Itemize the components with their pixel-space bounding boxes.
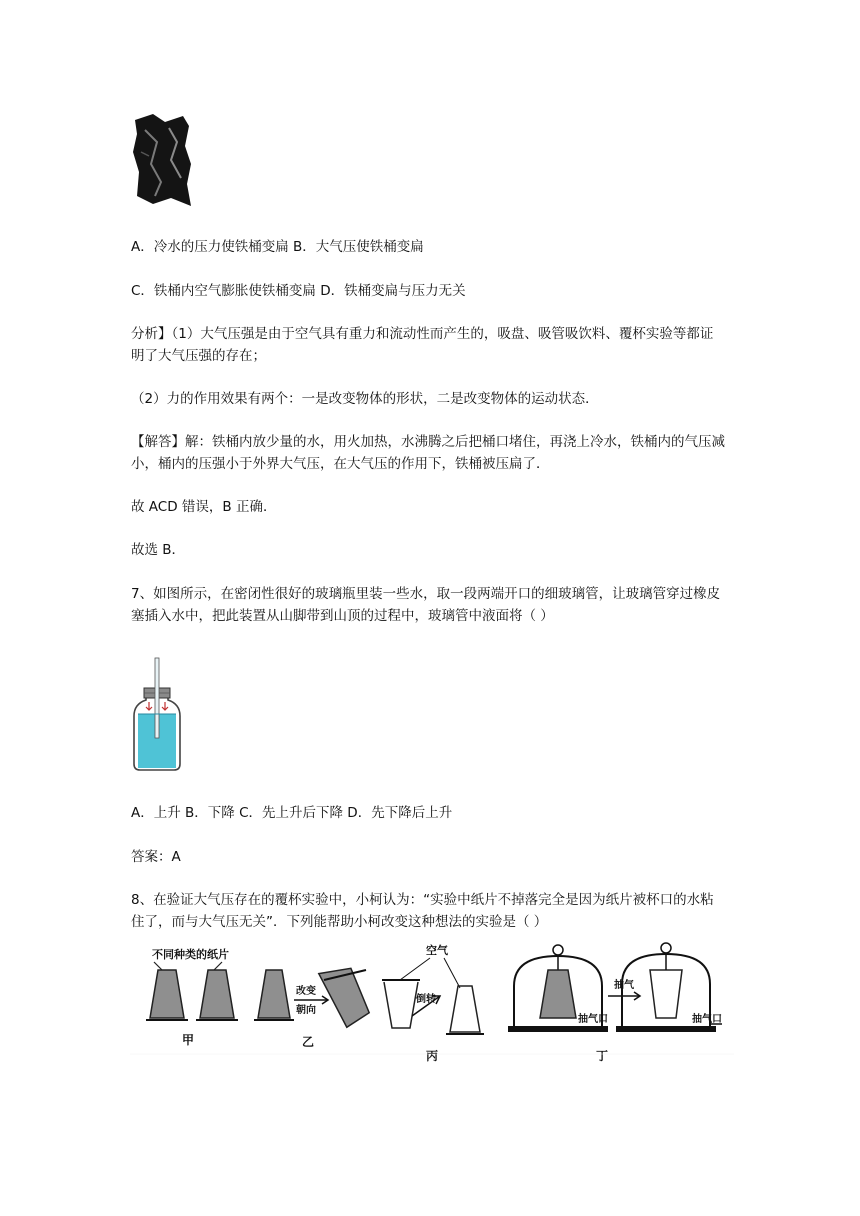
overturned-cup-experiments-figure [130,940,734,1066]
label-bing: 丙 [426,1049,439,1063]
q6-analysis-2: 明了大气压强的存在； [131,348,266,364]
q7-stem-1: 7、如图所示，在密闭性很好的玻璃瓶里装一些水，取一段两端开口的细玻璃管，让玻璃管穿过橡皮 [131,586,721,602]
label-yi: 乙 [302,1035,315,1049]
q6-choice: 故选 B． [131,542,186,558]
q7-stem-2: 塞插入水中，把此装置从山脚带到山顶的过程中，玻璃管中液面将（ ） [131,608,554,624]
q8-stem-1: 8、在验证大气压存在的覆杯实验中，小柯认为：“实验中纸片不掉落完全是因为纸片被杯口的水粘 [131,892,714,908]
label-change-2: 朝向 [296,1005,316,1016]
label-outlet-left: 抽气口 [578,1014,608,1025]
q6-analysis-point2: （2）力的作用效果有两个：一是改变物体的形状，二是改变物体的运动状态． [131,391,599,407]
q6-conclusion: 故 ACD 错误，B 正确． [131,499,277,515]
label-outlet-right: 抽气口 [692,1014,722,1025]
q6-options-ab: A．冷水的压力使铁桶变扁 B．大气压使铁桶变扁 [131,239,424,255]
q6-solution-2: 小，桶内的压强小于外界大气压，在大气压的作用下，铁桶被压扁了． [131,456,550,472]
label-jia: 甲 [182,1033,195,1047]
crushed-bucket-figure [131,112,193,210]
label-air: 空气 [426,944,448,957]
label-change-1: 改变 [296,986,316,997]
label-ding: 丁 [596,1049,609,1063]
q6-options-cd: C．铁桶内空气膨胀使铁桶变扁 D．铁桶变扁与压力无关 [131,283,466,299]
label-invert: 倒转 [416,994,436,1005]
q7-options: A．上升 B．下降 C．先上升后下降 D．先下降后上升 [131,805,453,821]
label-pump: 抽气 [614,980,634,991]
bottle-tube-figure [130,656,184,774]
q8-stem-2: 住了，而与大气压无关”．下列能帮助小柯改变这种想法的实验是（ ） [131,914,548,930]
q6-solution-1: 【解答】解：铁桶内放少量的水，用火加热，水沸腾之后把桶口堵住，再浇上冷水，铁桶内的气压减 [131,434,725,450]
q6-analysis-1: 分析】（1）大气压强是由于空气具有重力和流动性而产生的，吸盘、吸管吸饮料、覆杯实验等都证 [131,326,714,342]
q7-answer: 答案：A [131,849,181,865]
label-paper-types: 不同种类的纸片 [152,948,229,961]
